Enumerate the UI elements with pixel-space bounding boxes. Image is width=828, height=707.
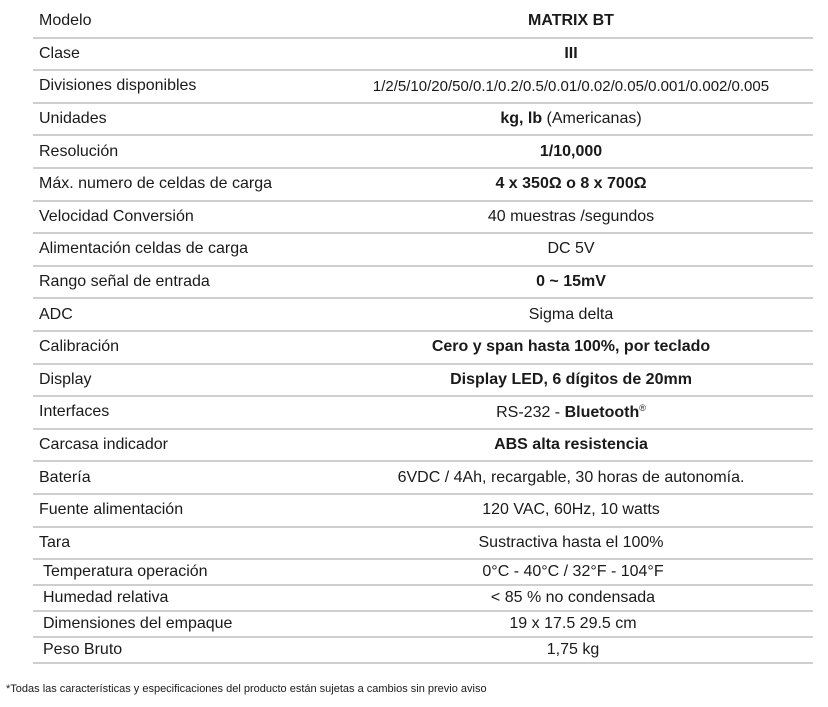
spec-value-class: III xyxy=(564,44,578,62)
spec-label-operating-temp: Temperatura operación xyxy=(43,563,208,581)
spec-row-power-supply xyxy=(33,495,813,528)
spec-label-gross-weight: Peso Bruto xyxy=(43,641,123,659)
spec-table xyxy=(33,6,813,664)
spec-value-operating-temp: 0°C - 40°C / 32°F - 104°F xyxy=(482,563,664,581)
spec-label-housing: Carcasa indicador xyxy=(39,436,168,454)
spec-value-gross-weight: 1,75 kg xyxy=(546,641,600,659)
spec-row-calibration xyxy=(33,332,813,365)
spec-label-divisions: Divisiones disponibles xyxy=(39,77,197,95)
spec-label-power-supply: Fuente alimentación xyxy=(39,501,184,519)
spec-label-input-range: Rango señal de entrada xyxy=(39,273,210,291)
spec-row-adc xyxy=(33,299,813,332)
spec-label-resolution: Resolución xyxy=(39,142,119,160)
spec-row-display xyxy=(33,365,813,398)
spec-label-conversion-speed: Velocidad Conversión xyxy=(39,207,194,225)
registered-mark: ® xyxy=(639,402,646,413)
spec-value-conversion-speed: 40 muestras /segundos xyxy=(487,207,655,225)
spec-value-load-cell-power: DC 5V xyxy=(547,240,595,258)
spec-value-package-dimensions: 19 x 17.5 29.5 cm xyxy=(509,615,637,633)
spec-value-load-cells-max: 4 x 350Ω o 8 x 700Ω xyxy=(495,175,647,193)
spec-label-humidity: Humedad relativa xyxy=(43,589,169,607)
spec-value-divisions: 1/2/5/10/20/50/0.1/0.2/0.5/0.01/0.02/0.05/0.001/0.002/0.005 xyxy=(372,77,770,95)
spec-label-interfaces: Interfaces xyxy=(39,403,110,421)
spec-row-humidity xyxy=(33,586,813,612)
spec-row-conversion-speed xyxy=(33,202,813,235)
spec-label-display: Display xyxy=(39,370,92,388)
spec-value-units-bold: kg, lb xyxy=(500,110,543,128)
spec-value-interfaces xyxy=(329,403,813,422)
spec-row-gross-weight xyxy=(33,638,813,664)
spec-label-adc: ADC xyxy=(39,305,73,323)
spec-row-class xyxy=(33,39,813,72)
spec-label-package-dimensions: Dimensiones del empaque xyxy=(43,615,233,633)
spec-value-interfaces-bold: Bluetooth xyxy=(564,403,640,421)
spec-row-battery xyxy=(33,462,813,495)
spec-row-interfaces xyxy=(33,397,813,430)
spec-value-units xyxy=(329,110,813,128)
spec-label-model: Modelo xyxy=(39,12,92,30)
spec-value-units-rest: (Americanas) xyxy=(542,110,642,128)
spec-label-units: Unidades xyxy=(39,110,107,128)
spec-label-load-cells-max: Máx. numero de celdas de carga xyxy=(39,175,273,193)
spec-value-battery: 6VDC / 4Ah, recargable, 30 horas de autonomía. xyxy=(397,468,745,486)
spec-row-operating-temp xyxy=(33,560,813,586)
spec-row-units xyxy=(33,104,813,137)
spec-value-resolution: 1/10,000 xyxy=(539,142,603,160)
spec-row-resolution xyxy=(33,136,813,169)
spec-value-tare: Sustractiva hasta el 100% xyxy=(478,533,664,551)
spec-label-calibration: Calibración xyxy=(39,338,120,356)
spec-row-load-cells-max xyxy=(33,169,813,202)
spec-label-battery: Batería xyxy=(39,468,91,486)
spec-value-power-supply: 120 VAC, 60Hz, 10 watts xyxy=(482,501,660,519)
spec-row-tare xyxy=(33,528,813,561)
spec-label-class: Clase xyxy=(39,44,80,62)
spec-value-interfaces-plain: RS-232 - xyxy=(496,403,565,421)
spec-value-calibration: Cero y span hasta 100%, por teclado xyxy=(431,338,711,356)
spec-row-load-cell-power xyxy=(33,234,813,267)
spec-row-housing xyxy=(33,430,813,463)
spec-value-housing: ABS alta resistencia xyxy=(494,436,648,454)
spec-row-divisions xyxy=(33,71,813,104)
spec-value-model: MATRIX BT xyxy=(528,12,614,30)
spec-label-tare: Tara xyxy=(39,533,71,551)
spec-value-adc: Sigma delta xyxy=(528,305,614,323)
spec-row-model xyxy=(33,6,813,39)
spec-row-input-range xyxy=(33,267,813,300)
footnote: *Todas las características y especificaciones del producto están sujetas a cambios sin previo aviso xyxy=(6,683,487,695)
spec-row-package-dimensions xyxy=(33,612,813,638)
spec-label-load-cell-power: Alimentación celdas de carga xyxy=(39,240,249,258)
spec-value-display: Display LED, 6 dígitos de 20mm xyxy=(450,370,692,388)
spec-value-humidity: < 85 % no condensada xyxy=(490,589,656,607)
spec-value-input-range: 0 ~ 15mV xyxy=(536,273,606,291)
